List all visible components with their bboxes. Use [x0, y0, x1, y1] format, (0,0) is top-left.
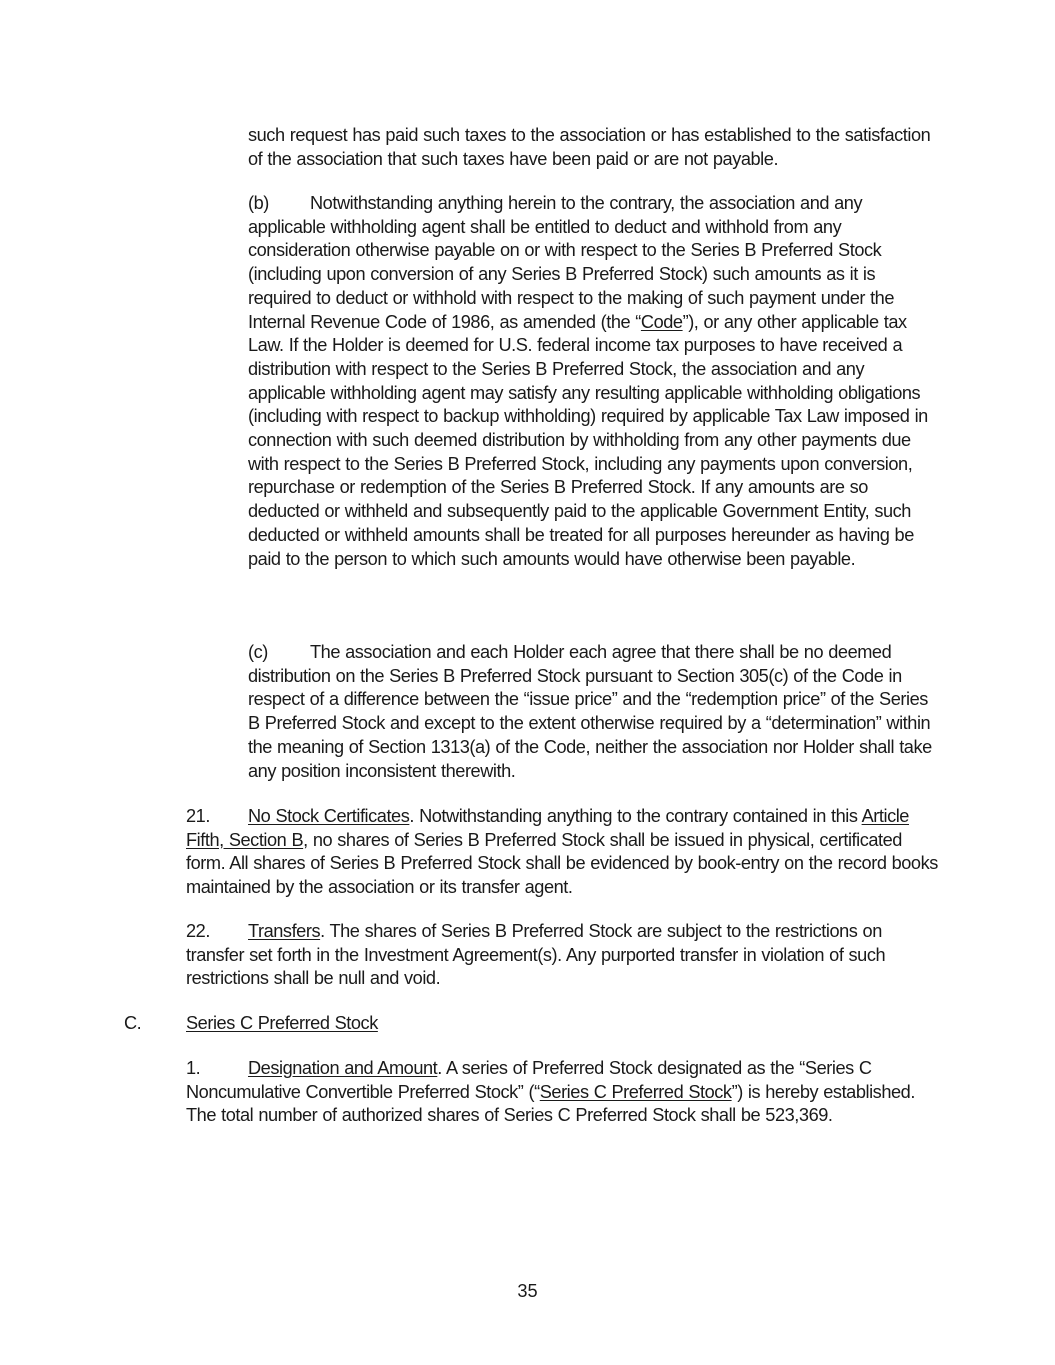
paragraph-text: Notwithstanding anything herein to the contrary, the association and any applicable withholding agent shall be entitled to deduct and withhold from any consideration otherwise payable on or with respect to the Series B Preferred Stock (including upon conversion of any Series B Preferred Stock) such amounts as it is required to deduct or withhold with respect to the making of such payment under the Internal Revenue Code of 1986, as amended (the “ — [248, 193, 895, 332]
section-heading: Designation and Amount — [248, 1058, 438, 1078]
section-heading: Transfers — [248, 921, 321, 941]
section-number: 21. — [186, 806, 210, 826]
paragraph-text-continued: ”), or any other applicable tax Law. If the Holder is deemed for U.S. federal income tax purposes to have received a distribution with respect to the Series B Preferred Stock, the association and any applicable withholding agent may satisfy any resulting applicable withholding obligations (including with respect to backup withholding) required by applicable Tax Law imposed in connection with such deemed distribution by withholding from any other payments due with respect to the Series B Preferred Stock, including any payments upon conversion, repurchase or redemption of the Series B Preferred Stock. If any amounts are so deducted or withheld and subsequently paid to the applicable Government Entity, such deducted or withheld amounts shall be treated for all purposes hereunder as having be paid to the person to which such amounts would have otherwise been payable. — [248, 311, 928, 569]
defined-term-code: Code — [640, 311, 683, 332]
section-text: . Notwithstanding anything to the contrary contained in this — [409, 806, 862, 826]
section-heading: No Stock Certificates — [248, 806, 410, 826]
section-letter: C. — [124, 1013, 142, 1033]
section-number: 1. — [186, 1058, 201, 1078]
section-text: . A series of Preferred Stock designated as the “Series C Noncumulative Convertible Preferred Stock” (“ — [186, 1058, 872, 1102]
page-number: 35 — [517, 1281, 538, 1301]
section-21 — [186, 805, 938, 900]
section-heading: Series C Preferred Stock — [186, 1013, 378, 1033]
paragraph-label: (b) — [248, 193, 269, 213]
paragraph-label: (c) — [248, 642, 268, 662]
section-text: . The shares of Series B Preferred Stock are subject to the restrictions on transfer set forth in the Investment Agreement(s). Any purported transfer in violation of such restrictions shall be null and void. — [186, 921, 886, 989]
paragraph-c — [248, 641, 938, 783]
section-c-1 — [186, 1057, 938, 1128]
paragraph-b — [248, 192, 938, 571]
article-reference: Article Fifth, Section B — [186, 806, 909, 850]
section-number: 22. — [186, 921, 210, 941]
section-22 — [186, 920, 938, 991]
paragraph-text: such request has paid such taxes to the association or has established to the satisfaction of the association that such taxes have been paid or are not payable. — [248, 125, 931, 169]
section-text-continued: , no shares of Series B Preferred Stock shall be issued in physical, certificated form. All shares of Series B Preferred Stock shall be evidenced by book-entry on the record books maintained by the association or its transfer agent. — [186, 829, 938, 898]
defined-term-series-c: Series C Preferred Stock — [539, 1081, 732, 1102]
paragraph-continuation — [248, 124, 938, 171]
paragraph-text: The association and each Holder each agree that there shall be no deemed distribution on the Series B Preferred Stock pursuant to Section 305(c) of the Code in respect of a difference between the “issue price” and the “redemption price” of the Series B Preferred Stock and except to the extent otherwise required by a “determination” within the meaning of Section 1313(a) of the Code, neither the association nor Holder shall take any position inconsistent therewith. — [248, 642, 932, 781]
section-text-continued: ”) is hereby established. The total number of authorized shares of Series C Preferred Stock shall be 523,369. — [186, 1081, 915, 1126]
